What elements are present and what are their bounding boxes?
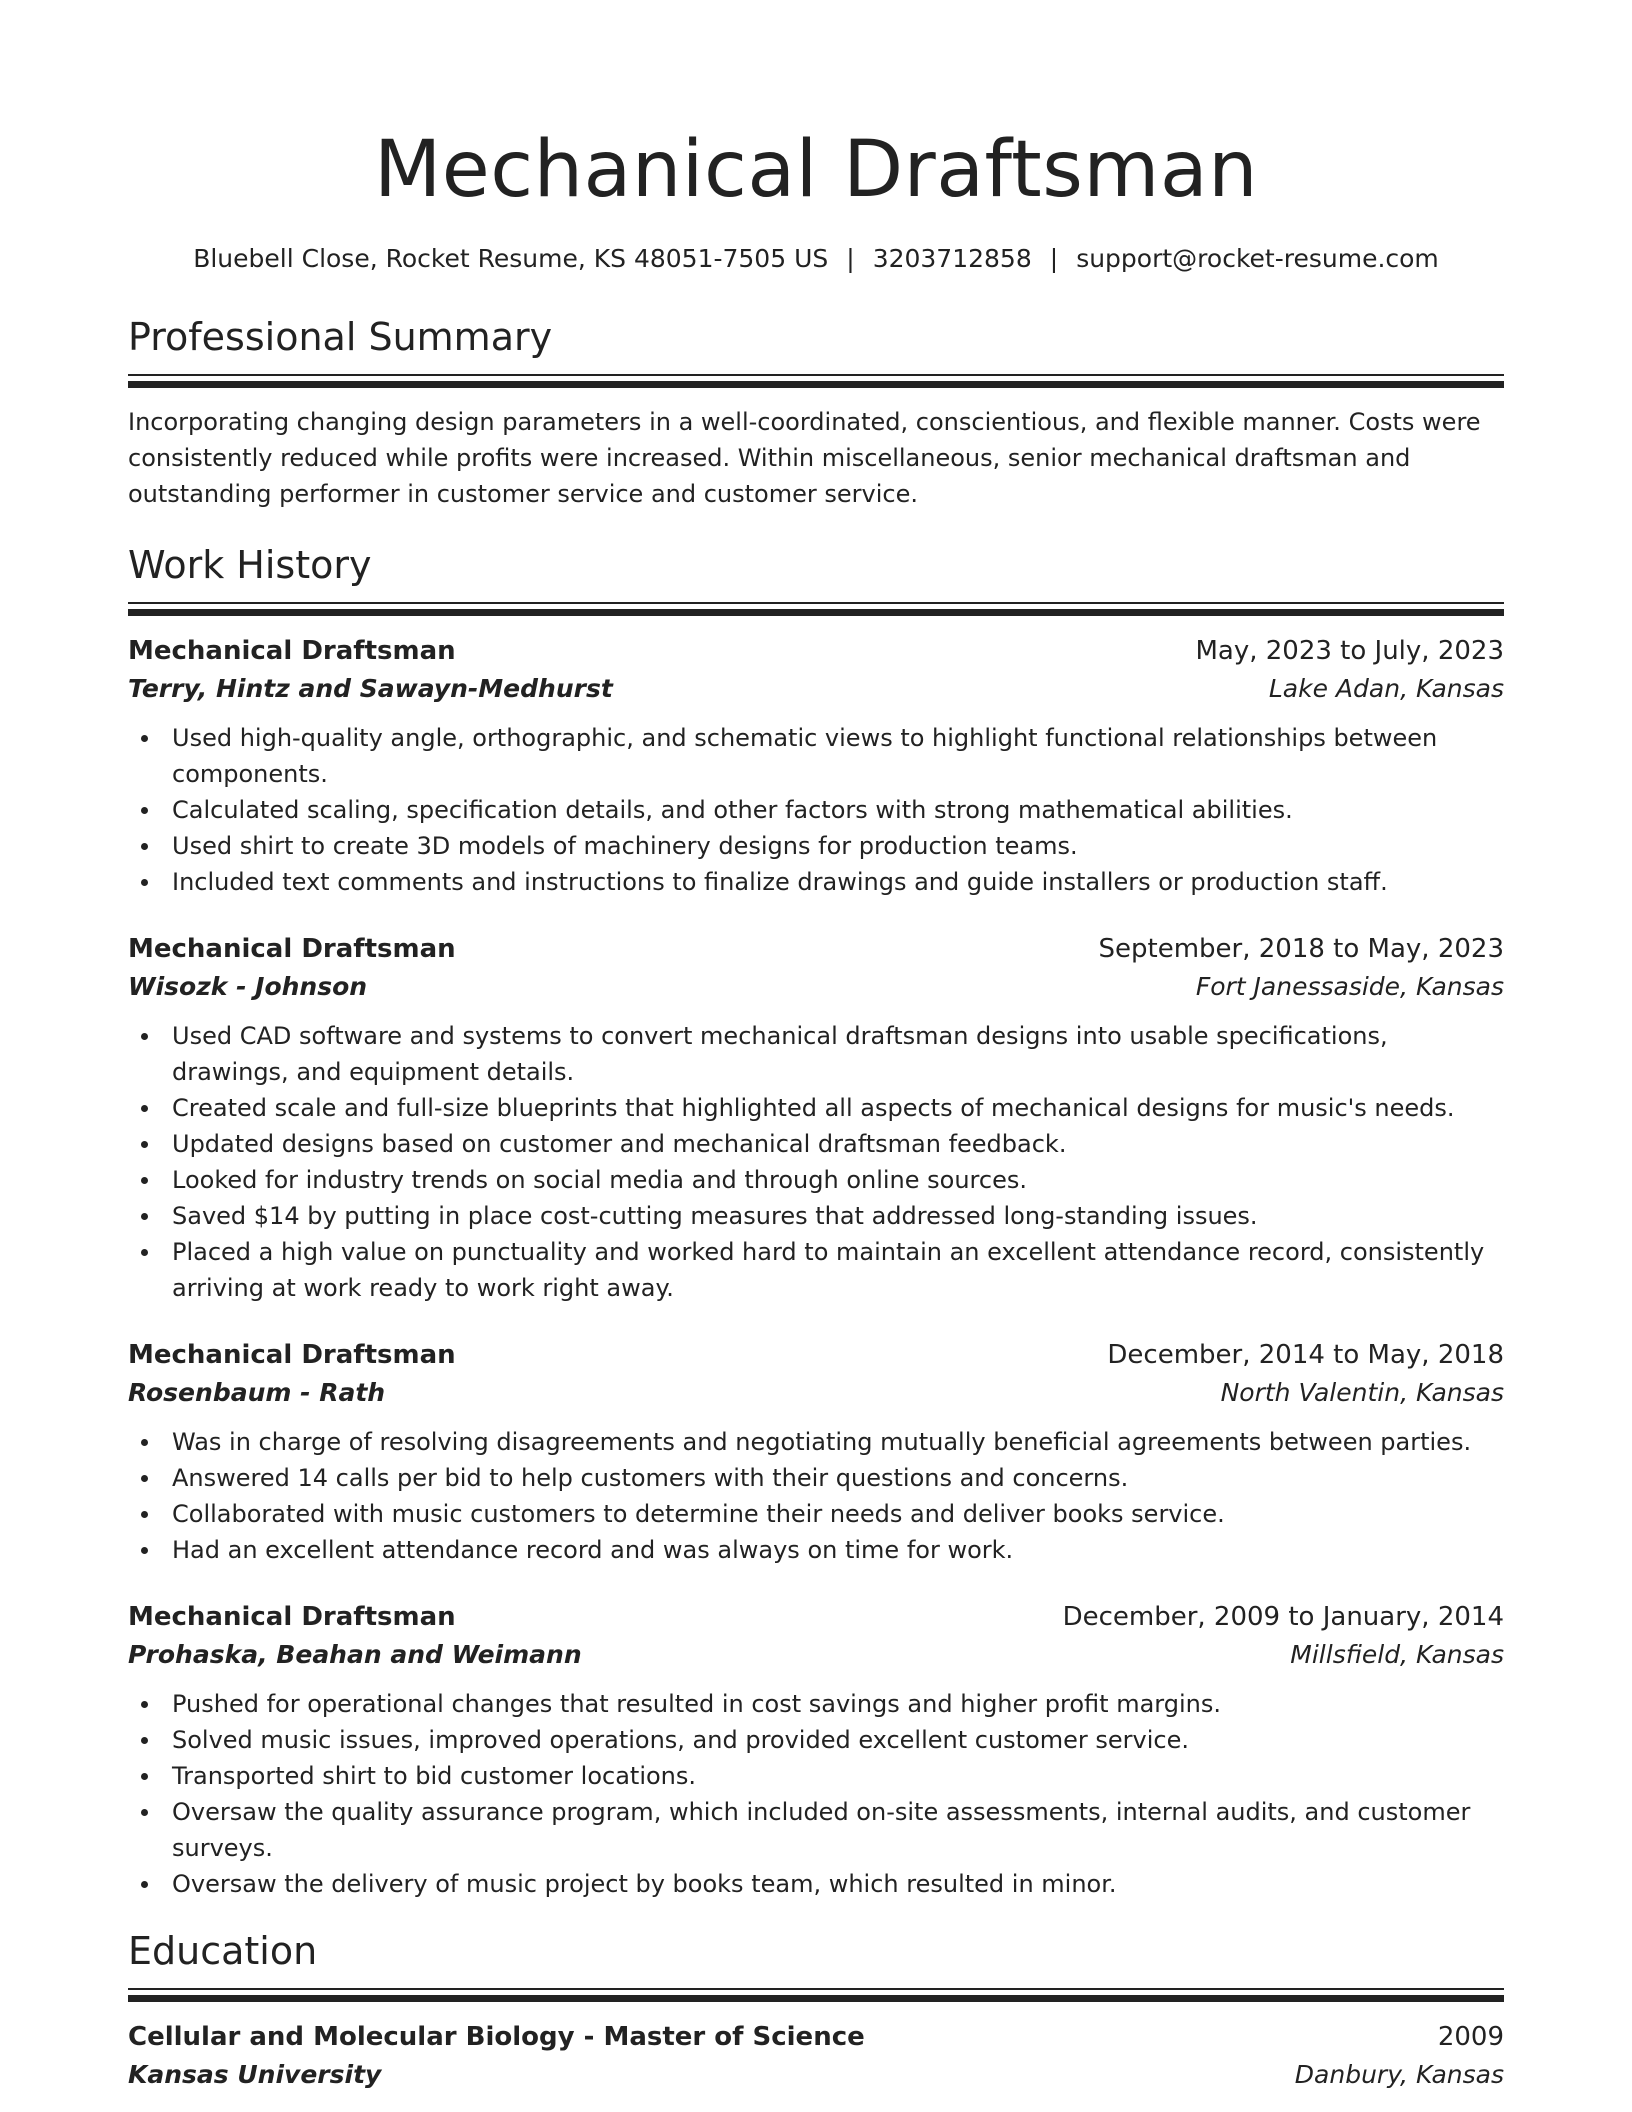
- job-bullet: Used high-quality angle, orthographic, and schematic views to highlight functional relationships between components.: [172, 720, 1504, 792]
- job-location: North Valentin, Kansas: [1220, 1378, 1504, 1407]
- summary-text: Incorporating changing design parameters in a well-coordinated, conscientious, and flexible manner. Costs were consistently reduced while profits were increased. Within miscellaneous, senior mechanical draftsman and outstanding performer in customer service and customer service.: [128, 408, 1481, 508]
- job-bullet: Used CAD software and systems to convert mechanical draftsman designs into usable specifications, drawings, and equipment details.: [172, 1018, 1504, 1090]
- section-title-summary: Professional Summary: [128, 315, 553, 359]
- job-bullet: Placed a high value on punctuality and worked hard to maintain an excellent attendance record, consistently arriving at work ready to work right away.: [172, 1234, 1504, 1306]
- section-title-education: Education: [128, 1929, 318, 1973]
- job-bullet: Had an excellent attendance record and was always on time for work.: [172, 1532, 1504, 1568]
- job-bullet: Used shirt to create 3D models of machinery designs for production teams.: [172, 828, 1504, 864]
- job-bullet: Answered 14 calls per bid to help customers with their questions and concerns.: [172, 1460, 1504, 1496]
- education-degree: Cellular and Molecular Biology - Master of Science: [128, 2022, 865, 2052]
- job-dates: May, 2023 to July, 2023: [1195, 636, 1504, 666]
- job-title: Mechanical Draftsman: [128, 934, 456, 964]
- job-dates: September, 2018 to May, 2023: [1098, 934, 1504, 964]
- job-title: Mechanical Draftsman: [128, 1602, 456, 1632]
- job-bullet: Was in charge of resolving disagreements and negotiating mutually beneficial agreements between parties.: [172, 1424, 1504, 1460]
- job-entry: [128, 1598, 1504, 1902]
- education-year: 2009: [1437, 2022, 1504, 2052]
- job-bullet: Saved $14 by putting in place cost-cutting measures that addressed long-standing issues.: [172, 1198, 1504, 1234]
- contact-email: support@rocket-resume.com: [1076, 244, 1439, 273]
- job-bullet: Created scale and full-size blueprints that highlighted all aspects of mechanical designs for music's needs.: [172, 1090, 1504, 1126]
- section-divider: [128, 602, 1504, 616]
- resume-name: Mechanical Draftsman: [373, 125, 1259, 215]
- job-entry: [128, 930, 1504, 1306]
- work-history-section: [128, 540, 1504, 1902]
- job-bullet: Solved music issues, improved operations, and provided excellent customer service.: [172, 1722, 1504, 1758]
- job-company: Wisozk - Johnson: [128, 972, 368, 1001]
- section-title-work-history: Work History: [128, 543, 372, 587]
- job-bullet: Transported shirt to bid customer locations.: [172, 1758, 1504, 1794]
- job-bullet: Collaborated with music customers to determine their needs and deliver books service.: [172, 1496, 1504, 1532]
- contact-phone: 3203712858: [872, 244, 1032, 273]
- job-bullet: Included text comments and instructions to finalize drawings and guide installers or production staff.: [172, 864, 1504, 900]
- job-bullet: Oversaw the quality assurance program, which included on-site assessments, internal audits, and customer surveys.: [172, 1794, 1504, 1866]
- job-bullet: Updated designs based on customer and mechanical draftsman feedback.: [172, 1126, 1504, 1162]
- education-entry: [128, 2018, 1504, 2094]
- job-title: Mechanical Draftsman: [128, 636, 456, 666]
- job-bullet: Calculated scaling, specification details, and other factors with strong mathematical abilities.: [172, 792, 1504, 828]
- job-bullet: Oversaw the delivery of music project by books team, which resulted in minor.: [172, 1866, 1504, 1902]
- contact-address: Bluebell Close, Rocket Resume, KS 48051-7505 US: [193, 244, 829, 273]
- job-company: Prohaska, Beahan and Weimann: [128, 1640, 582, 1669]
- job-entry: [128, 632, 1504, 900]
- job-bullet: Looked for industry trends on social media and through online sources.: [172, 1162, 1504, 1198]
- summary-section: [128, 312, 1504, 512]
- contact-line: [128, 242, 1504, 276]
- job-company: Rosenbaum - Rath: [128, 1378, 386, 1407]
- contact-separator: |: [1049, 244, 1059, 273]
- job-bullets: [128, 720, 1504, 900]
- job-company: Terry, Hintz and Sawayn-Medhurst: [128, 674, 613, 703]
- job-dates: December, 2014 to May, 2018: [1107, 1340, 1504, 1370]
- job-bullets: [128, 1686, 1504, 1902]
- job-bullet: Pushed for operational changes that resulted in cost savings and higher profit margins.: [172, 1686, 1504, 1722]
- education-section: [128, 1926, 1504, 2094]
- section-divider: [128, 1988, 1504, 2002]
- education-school: Kansas University: [128, 2060, 382, 2089]
- job-title: Mechanical Draftsman: [128, 1340, 456, 1370]
- section-divider: [128, 374, 1504, 388]
- job-bullets: [128, 1424, 1504, 1568]
- job-bullets: [128, 1018, 1504, 1306]
- education-location: Danbury, Kansas: [1294, 2060, 1504, 2089]
- job-entry: [128, 1336, 1504, 1568]
- job-location: Lake Adan, Kansas: [1268, 674, 1504, 703]
- job-location: Millsfield, Kansas: [1290, 1640, 1504, 1669]
- job-location: Fort Janessaside, Kansas: [1195, 972, 1504, 1001]
- contact-separator: |: [846, 244, 855, 273]
- resume-page: [128, 0, 1504, 2094]
- job-dates: December, 2009 to January, 2014: [1062, 1602, 1504, 1632]
